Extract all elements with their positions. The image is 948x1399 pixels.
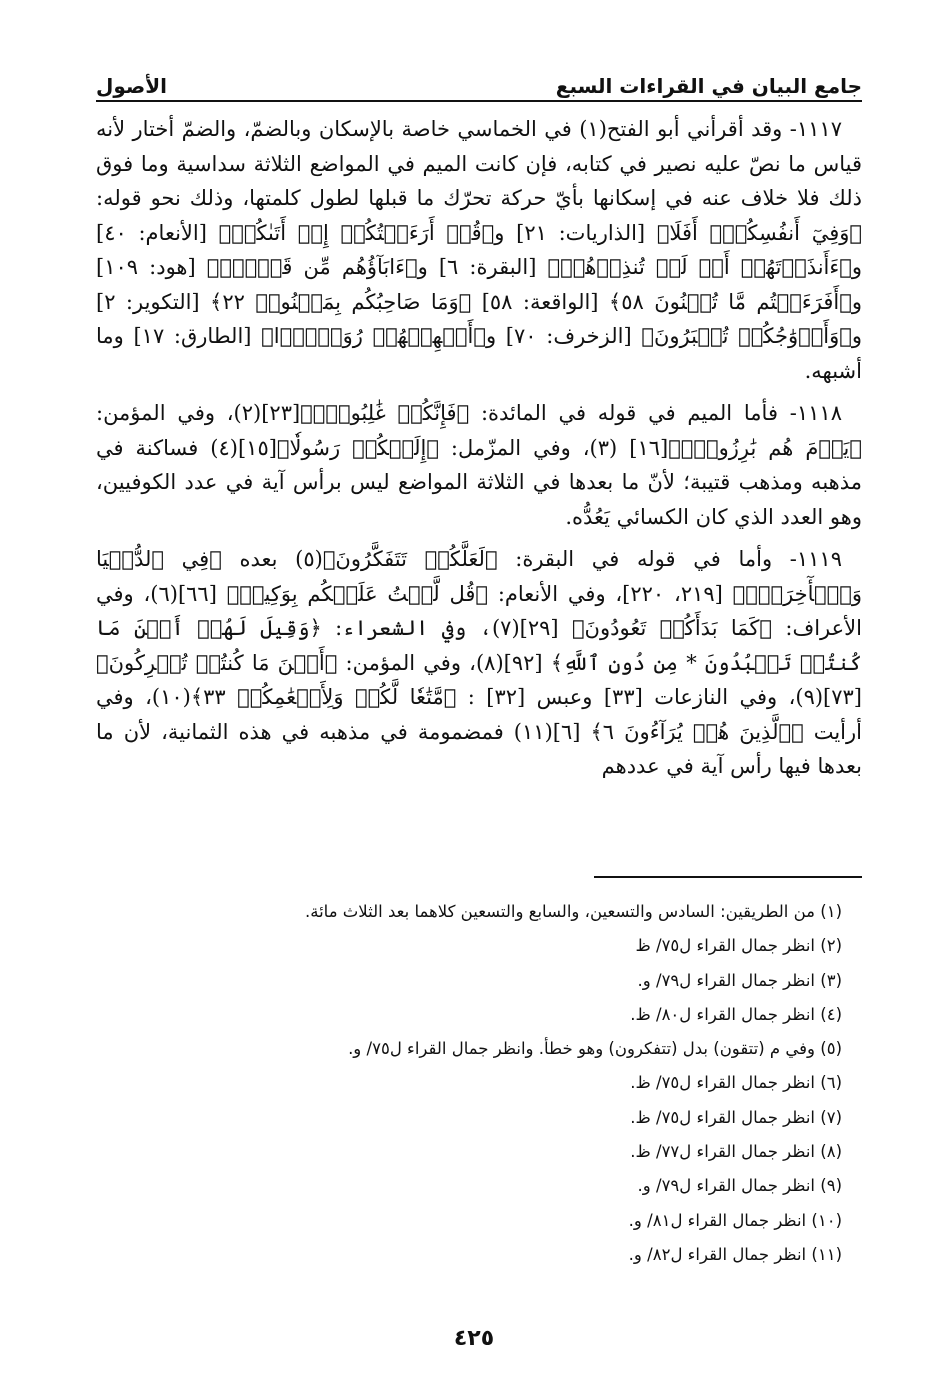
page-number: ٤٢٥ (453, 1326, 495, 1351)
footnote-rule (594, 876, 862, 878)
footnote-1: (١) من الطريقين: السادس والتسعين، والسابع والتسعين كلاهما بعد الثلاث مائة. (304, 902, 842, 921)
main-text (96, 112, 862, 792)
paragraph-1118: ١١١٨- فأما الميم في قوله في المائدة: ﴿فَإِنَّكُمۡ غَٰلِبُونَۚ﴾[٢٣](٢)، وفي المؤمن: ﴿يَوۡمَ هُم بَٰرِزُونَۖ﴾[١٦] (٣)، وفي المزّمل: ﴿إِلَيۡكُمۡ رَسُولٗا﴾[١٥](٤) فساكنة في مذهبه ومذهب قتيبة؛ لأنّ ما بعدها في الثلاثة المواضع ليس برأس آية في عدد الكوفيين، وهو العدد الذي كان الكسائي يَعُدُّه. (96, 401, 863, 529)
footnote-8: (٨) انظر جمال القراء ل٧٧/ ظ. (630, 1142, 842, 1162)
paragraph-1119: ١١١٩- وأما في قوله في البقرة: ﴿لَعَلَّكُمۡ تَتَفَكَّرُونَ﴾(٥) بعده ﴿فِي ٱلدُّنۡيَا وَٱلۡأٓخِرَةِۗ﴾ [٢١٩، ٢٢٠]، وفي الأنعام: ﴿قُل لَّسۡتُ عَلَيۡكُم بِوَكِيلٖ﴾ [٦٦](٦)، وفي الأعراف: ﴿كَمَا بَدَأَكُمۡ تَعُودُونَ﴾ [٢٩](٧)، وفي الشعراء: ﴿وَقِيلَ لَهُمۡ أَيۡنَ مَا كُنتُمۡ تَعۡبُدُونَ * مِن دُونِ ٱللَّهِ﴾ [٩٢](٨)، وفي المؤمن: ﴿أَيۡنَ مَا كُنتُمۡ تُشۡرِكُونَ﴾ [٧٣](٩)، وفي النازعات [٣٣] وعبس [٣٢] : ﴿مَّتَٰعٗا لَّكُمۡ وَلِأَنۡعَٰمِكُمۡ ٣٣﴾(١٠)، وفي أرأيت ﴿ٱلَّذِينَ هُمۡ يُرَآءُونَ ٦﴾ [٦](١١) فمضمومة في مذهبه في هذه الثمانية، لأن ما بعدها فيها رأس آية في عددهم (96, 547, 862, 778)
footnotes (96, 895, 842, 1272)
footnote-9: (٩) انظر جمال القراء ل٧٩/ و. (637, 1176, 842, 1196)
footnote-11: (١١) انظر جمال القراء ل٨٢/ و. (628, 1244, 842, 1264)
footnote-5: (٥) وفي م (تتقون) بدل (تتفكرون) وهو خطأ. وانظر جمال القراء ل٧٥/ و. (348, 1039, 842, 1059)
section-title: الأصول (96, 74, 167, 98)
footnote-2: (٢) انظر جمال القراء ل٧٥/ ظ (635, 936, 842, 956)
header-rule (96, 100, 862, 102)
footnote-3: (٣) انظر جمال القراء ل٧٩/ و. (637, 970, 842, 990)
footnote-10: (١٠) انظر جمال القراء ل٨١/ و. (628, 1210, 842, 1230)
footnote-7: (٧) انظر جمال القراء ل٧٥/ ظ. (630, 1107, 842, 1127)
book-title: جامع البيان في القراءات السبع (555, 74, 862, 98)
paragraph-1117: ١١١٧- وقد أقرأني أبو الفتح(١) في الخماسي خاصة بالإسكان وبالضمّ، والضمّ أختار لأنه قياس ما نصّ عليه نصير في كتابه، فإن كانت الميم في المواضع الثلاثة سداسية وما فوق ذلك فلا خلاف عنه في إسكانها بأيّ حركة تحرّك ما قبلها لطول كلمتها، وذلك نحو قوله: ﴿وَفِيٓ أَنفُسِكُمۡۚ أَفَلَا﴾ [الذاريات: ٢١] و﴿قُلۡ أَرَءَيۡتُكُمۡ إِنۡ أَتَىٰكُمۡ﴾ [الأنعام: ٤٠] و﴿ءَأَنذَرۡتَهُمۡ أَمۡ لَمۡ تُنذِرۡهُمۡ﴾ [البقرة: ٦] و﴿ءَابَآؤُهُم مِّن قَبۡلُۖ﴾ [هود: ١٠٩] و﴿أَفَرَءَيۡتُم مَّا تُمۡنُونَ ٥٨﴾ [الواقعة: ٥٨] ﴿وَمَا صَاحِبُكُم بِمَجۡنُونٖ ٢٢﴾ [التكوير: ٢] و﴿وَأَزۡوَٰجُكُمۡ تُحۡبَرُونَ﴾ [الزخرف: ٧٠] و﴿أَمۡهِلۡهُمۡ رُوَيۡدَۢا﴾ [الطارق: ١٧] وما أشبهه. (96, 117, 863, 383)
footnote-4: (٤) انظر جمال القراء ل٨٠/ ظ. (630, 1004, 842, 1024)
running-header (96, 58, 862, 98)
footnote-6: (٦) انظر جمال القراء ل٧٥/ ظ. (630, 1073, 842, 1093)
